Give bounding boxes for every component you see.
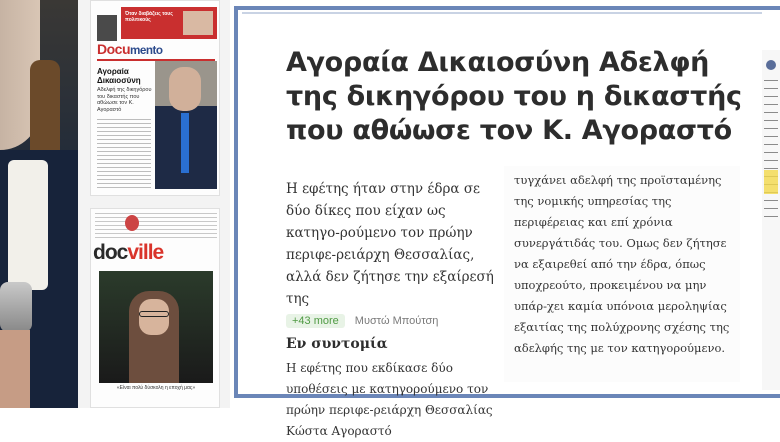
article-meta [286, 314, 500, 328]
newspaper-cover-docville[interactable] [90, 208, 220, 408]
seal-icon [766, 60, 776, 70]
docville-masthead [93, 241, 163, 265]
article-continuation: τυγχάνει αδελφή της προϊσταμένης της νομικής υπηρεσίας της περιφέρειας και επί χρόνια συνεργάτιδάς του. Ομως δεν ζήτησε να εξαιρεθεί από την έδρα, όπως υποχρεούτο, προκειμένου να μην υπάρ-χει καμία υπόνοια μεροληψίας εξαιτίας της πολύχρονης σχέσης της αδελφής της με τον κατηγορούμενο. [514, 173, 730, 355]
cover-subheadline: Αδελφή της δικηγόρου του δικαστής που αθώωσε τον Κ. Αγοραστό [97, 87, 152, 113]
glasses-icon [139, 311, 169, 317]
photo-shirt-cuff [8, 160, 48, 290]
more-badge[interactable]: +43 more [286, 314, 345, 328]
cover-photo-head [169, 67, 201, 111]
masthead-ville: ville [127, 241, 164, 264]
docville-top-photo [125, 215, 139, 231]
article-body [242, 12, 762, 438]
document-lines [764, 80, 778, 220]
cover-banner [121, 7, 217, 39]
cover-banner-photo [183, 11, 213, 35]
article-top-rule [242, 12, 762, 14]
masthead-accent: mento [130, 44, 163, 57]
docville-photo-face [139, 299, 169, 335]
cover-banner-text: Όταν διαβάζεις τους πολιτικούς [125, 11, 173, 23]
newspaper-column [78, 0, 230, 408]
cover-text-lines [97, 119, 151, 189]
masthead-doc: doc [93, 241, 128, 264]
article-left-column [286, 178, 500, 442]
document-peek [762, 50, 780, 390]
watch-icon [0, 282, 32, 332]
docville-photo [99, 271, 213, 383]
cover-headline: Αγοραία Δικαιοσύνη [97, 67, 141, 85]
photo-hand [0, 330, 30, 408]
cover-photo [155, 61, 217, 189]
article-right-column [504, 166, 740, 382]
left-photo [0, 0, 78, 408]
article-author[interactable]: Μυστώ Μπούτση [354, 315, 439, 327]
article-panel [234, 6, 780, 438]
docville-caption: «Είναι πολύ δύσκολη η εποχή μας» [116, 385, 196, 391]
article-lede: Η εφέτης ήταν στην έδρα σε δύο δίκες που είχαν ως κατηγο-ρούμενο τον πρώην περιφε-ρειάρχη Θεσσαλίας, αλλά δεν ζήτησε την εξαίρεσή της [286, 181, 494, 307]
document-highlight [764, 170, 778, 194]
cover-masthead [97, 41, 162, 57]
cover-photo-tie [181, 113, 189, 173]
docville-top-text [95, 213, 217, 241]
newspaper-cover-documento[interactable] [90, 0, 220, 196]
masthead-main: Docu [97, 41, 130, 57]
summary-text: Η εφέτης που εκδίκασε δύο υποθέσεις με κατηγορούμενο τον πρώην περιφε-ρειάρχη Θεσσαλίας Κώστα Αγοραστό [286, 361, 493, 438]
article-headline: Αγοραία Δικαιοσύνη Αδελφή της δικηγόρου του η δικαστής που αθώωσε τον Κ. Αγοραστό [286, 47, 742, 146]
cover-thumbnail [97, 15, 117, 41]
summary-title: Εν συντομία [286, 336, 388, 352]
